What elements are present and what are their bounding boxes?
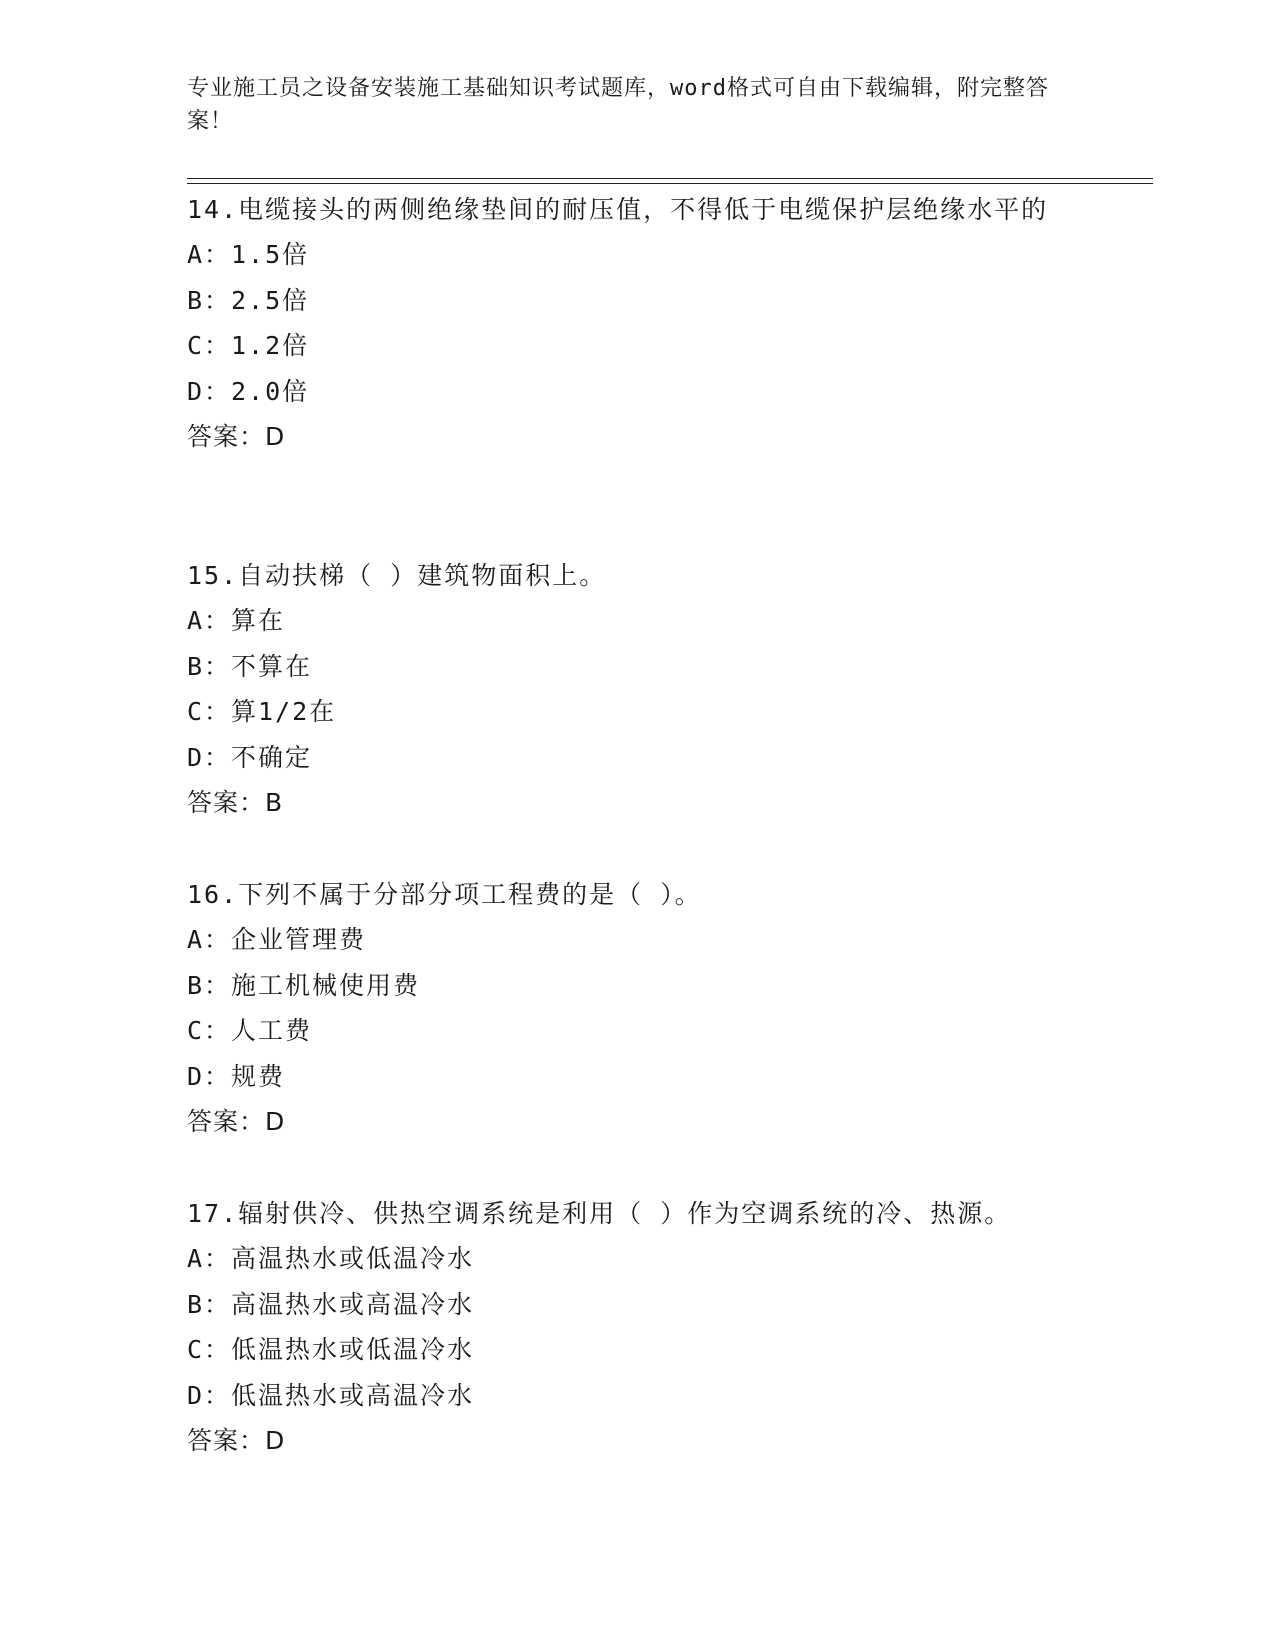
option-text: 低温热水或高温冷水 bbox=[231, 1380, 475, 1410]
option-letter: D： bbox=[187, 1061, 232, 1091]
question-15 bbox=[187, 554, 1087, 825]
question-stem: 16.下列不属于分部分项工程费的是（ ）。 bbox=[187, 880, 702, 909]
option-b bbox=[187, 963, 1087, 1009]
option-b bbox=[187, 1282, 1087, 1328]
option-text: 高温热水或高温冷水 bbox=[231, 1289, 475, 1319]
answer-line: 答案：D bbox=[187, 1426, 286, 1455]
option-letter: A： bbox=[187, 1244, 232, 1273]
option-c bbox=[187, 689, 1087, 735]
option-letter: B： bbox=[187, 285, 232, 315]
option-text: 施工机械使用费 bbox=[231, 970, 421, 1000]
option-letter: C： bbox=[187, 331, 232, 360]
option-text: 不算在 bbox=[231, 651, 313, 681]
option-d bbox=[187, 735, 1087, 781]
option-letter: B： bbox=[187, 651, 232, 681]
option-letter: B： bbox=[187, 970, 232, 1000]
option-text: 1.2倍 bbox=[231, 331, 310, 360]
option-text: 人工费 bbox=[231, 1016, 313, 1045]
option-a bbox=[187, 598, 1087, 644]
question-stem: 15.自动扶梯（ ）建筑物面积上。 bbox=[187, 561, 607, 590]
option-d bbox=[187, 369, 1087, 415]
option-letter: D： bbox=[187, 1380, 232, 1410]
option-text: 企业管理费 bbox=[231, 925, 367, 954]
option-c bbox=[187, 1008, 1087, 1054]
option-a bbox=[187, 1236, 1087, 1282]
option-letter: C： bbox=[187, 1335, 232, 1364]
question-stem: 14.电缆接头的两侧绝缘垫间的耐压值，不得低于电缆保护层绝缘水平的 bbox=[187, 195, 1049, 224]
option-letter: A： bbox=[187, 925, 232, 954]
option-text: 2.5倍 bbox=[231, 285, 310, 315]
option-letter: C： bbox=[187, 1016, 232, 1045]
option-text: 2.0倍 bbox=[231, 376, 310, 406]
option-b bbox=[187, 644, 1087, 690]
question-17 bbox=[187, 1192, 1087, 1463]
option-letter: C： bbox=[187, 697, 232, 726]
option-text: 算在 bbox=[231, 606, 286, 635]
option-letter: B： bbox=[187, 1289, 232, 1319]
option-letter: D： bbox=[187, 376, 232, 406]
answer-line: 答案：D bbox=[187, 1107, 286, 1136]
option-a bbox=[187, 917, 1087, 963]
answer-line: 答案：B bbox=[187, 788, 284, 817]
answer-line: 答案：D bbox=[187, 422, 286, 451]
option-text: 不确定 bbox=[231, 742, 313, 772]
question-14 bbox=[187, 188, 1087, 459]
option-a bbox=[187, 232, 1087, 278]
question-stem: 17.辐射供冷、供热空调系统是利用（ ）作为空调系统的冷、热源。 bbox=[187, 1199, 1012, 1228]
option-text: 算1/2在 bbox=[231, 697, 337, 726]
option-letter: D： bbox=[187, 742, 232, 772]
option-text: 低温热水或低温冷水 bbox=[231, 1335, 475, 1364]
option-d bbox=[187, 1054, 1087, 1100]
document-intro: 专业施工员之设备安装施工基础知识考试题库，word格式可自由下载编辑，附完整答案！ bbox=[187, 76, 1049, 134]
option-letter: A： bbox=[187, 606, 232, 635]
option-text: 1.5倍 bbox=[231, 240, 310, 269]
option-text: 高温热水或低温冷水 bbox=[231, 1244, 475, 1273]
question-16 bbox=[187, 873, 1087, 1144]
header-divider-top bbox=[187, 178, 1153, 179]
option-c bbox=[187, 323, 1087, 369]
option-letter: A： bbox=[187, 240, 232, 269]
option-d bbox=[187, 1373, 1087, 1419]
option-c bbox=[187, 1327, 1087, 1373]
option-text: 规费 bbox=[231, 1061, 286, 1091]
option-b bbox=[187, 278, 1087, 324]
header-divider-bottom bbox=[187, 183, 1153, 184]
